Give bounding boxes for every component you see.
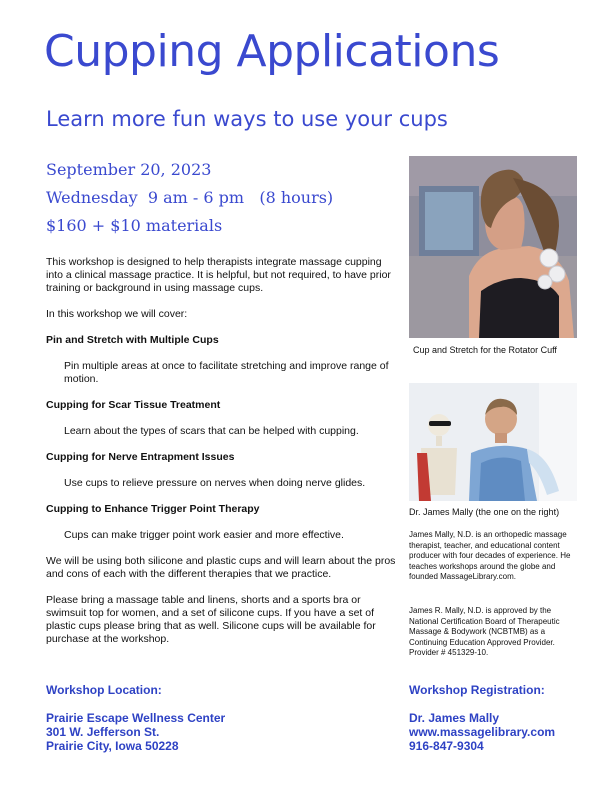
location-heading: Workshop Location: [46, 683, 162, 697]
section-text: Use cups to relieve pressure on nerves when doing nerve glides. [64, 477, 366, 489]
approval-paragraph: James R. Mally, N.D. is approved by the National Certification Board of Therapeutic Massage & Bodywork (NCBTMB) as a Continuing Education Approved Provider. Provider # 451329-10. [409, 606, 560, 657]
materials-paragraph: We will be using both silicone and plastic cups and will learn about the pros and cons of each with the different therapies that we practice. [46, 555, 396, 580]
section-text: Learn about the types of scars that can be helped with cupping. [64, 425, 359, 437]
section-text: Pin multiple areas at once to facilitate stretching and improve range of motion. [64, 360, 389, 385]
page-title: Cupping Applications [44, 26, 500, 77]
instructor-photo [409, 383, 577, 501]
photo-caption-instructor: Dr. James Mally (the one on the right) [409, 507, 560, 517]
instructor-approval [409, 606, 577, 659]
section-heading: Cupping to Enhance Trigger Point Therapy [46, 503, 260, 515]
instructor-bio [409, 530, 577, 583]
registration-name: Dr. James Mally [409, 711, 500, 725]
section-heading: Cupping for Scar Tissue Treatment [46, 399, 221, 411]
rotator-cuff-photo [409, 156, 577, 338]
bring-paragraph: Please bring a massage table and linens, shorts and a sports bra or swimsuit top for women, and a set of silicone cups. If you have a set of plastic cups please bring that as well. Silicone cups will be available for purchase at the workshop. [46, 594, 376, 645]
workshop-registration [409, 683, 599, 753]
registration-phone[interactable]: 916-847-9304 [409, 739, 484, 753]
intro-paragraph: This workshop is designed to help therapists integrate massage cupping into a clinical massage practice. It is helpful, but not required, to have prior training or background in using massage cups. [46, 256, 391, 294]
registration-website[interactable]: www.massagelibrary.com [409, 725, 556, 739]
workshop-description [46, 256, 396, 646]
section-text: Cups can make trigger point work easier and more effective. [64, 529, 344, 541]
workshop-location [46, 683, 346, 753]
event-time: Wednesday 9 am - 6 pm (8 hours) [46, 188, 334, 207]
bio-paragraph: James Mally, N.D. is an orthopedic massage therapist, teacher, and educational content producer with four decades of experience. He teaches workshops around the globe and founded MassageLibrary.com. [409, 530, 571, 581]
registration-heading: Workshop Registration: [409, 683, 545, 697]
event-price: $160 + $10 materials [46, 216, 223, 235]
section-heading: Cupping for Nerve Entrapment Issues [46, 451, 235, 463]
cover-lead: In this workshop we will cover: [46, 308, 188, 320]
location-name: Prairie Escape Wellness Center [46, 711, 226, 725]
event-date: September 20, 2023 [46, 160, 212, 179]
event-info [46, 156, 333, 240]
location-city: Prairie City, Iowa 50228 [46, 739, 179, 753]
photo-caption-rotator-cuff: Cup and Stretch for the Rotator Cuff [413, 345, 557, 355]
page-subtitle: Learn more fun ways to use your cups [46, 107, 448, 131]
section-heading: Pin and Stretch with Multiple Cups [46, 334, 219, 346]
location-street: 301 W. Jefferson St. [46, 725, 160, 739]
